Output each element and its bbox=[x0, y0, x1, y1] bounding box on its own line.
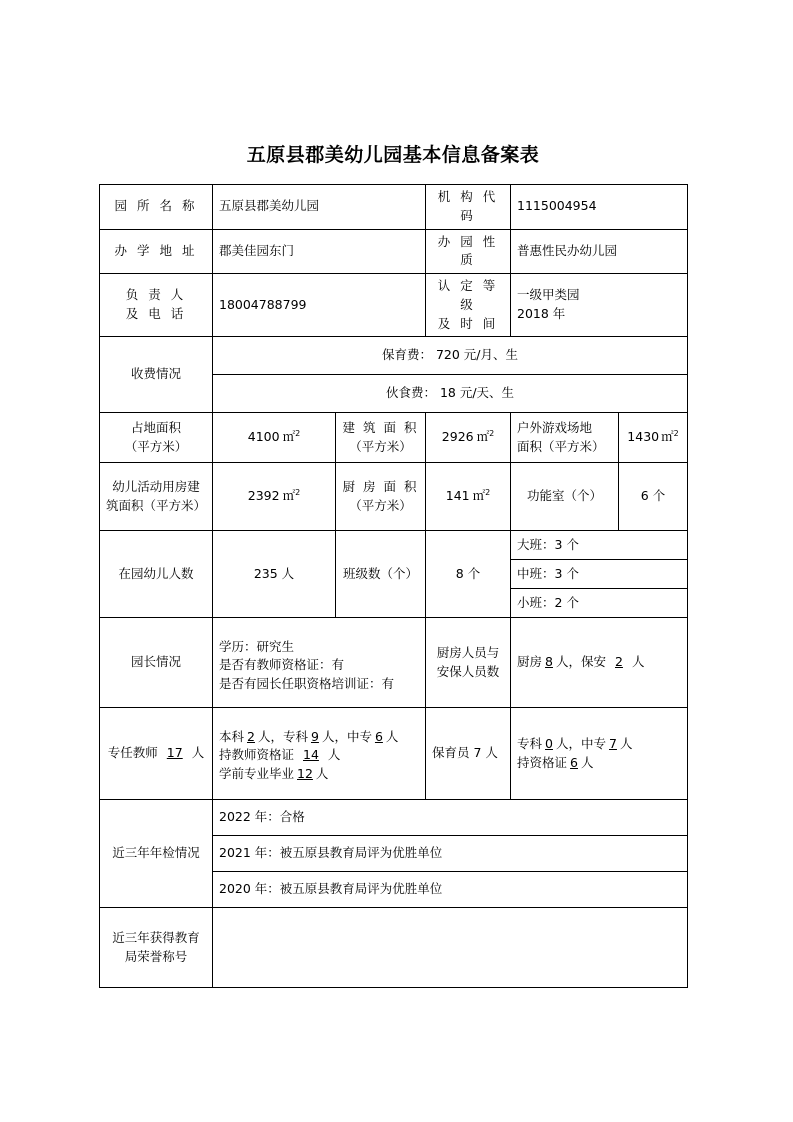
teacher-preschool-suffix: 人 bbox=[315, 766, 329, 782]
building-area-superscript: 2 bbox=[489, 429, 495, 439]
security-staff-count: 2 bbox=[615, 654, 623, 670]
label-activity-area-line2: 筑面积（平方米） bbox=[106, 497, 207, 513]
value-address: 郡美佳园东门 bbox=[213, 229, 426, 274]
label-outdoor-area bbox=[511, 413, 619, 463]
teacher-college-label: 人，专科 bbox=[257, 728, 308, 744]
nurse-secondary-count: 7 bbox=[609, 736, 617, 751]
value-inspection-2021: 2021 年：被五原县教育局评为优胜单位 bbox=[213, 836, 688, 872]
table-row-areas-2 bbox=[100, 463, 688, 531]
nurse-cert-label: 持资格证 bbox=[517, 754, 568, 770]
teacher-preschool-line bbox=[219, 765, 419, 784]
label-land-area-unit: （平方米） bbox=[124, 438, 188, 454]
table-row-children-large-class bbox=[100, 531, 688, 560]
table-row-school-name bbox=[100, 185, 688, 230]
nurse-cert-suffix: 人 bbox=[580, 754, 594, 770]
kitchen-area-unit-symbol: ㎡ bbox=[472, 488, 486, 504]
label-rating-line1: 认 定 等 级 bbox=[437, 278, 499, 312]
value-fee-meal: 伙食费： 18 元/天、生 bbox=[213, 375, 688, 413]
value-kitchen-security-staff bbox=[511, 618, 688, 708]
table-row-principal-phone bbox=[100, 274, 688, 337]
label-activity-area-line1: 幼儿活动用房建 bbox=[112, 479, 200, 494]
outdoor-area-superscript: 2 bbox=[673, 429, 679, 439]
label-kitchen-area-unit: （平方米） bbox=[349, 497, 412, 513]
label-principal-phone-line1: 负 责 人 bbox=[125, 287, 187, 303]
value-class-count: 8 个 bbox=[426, 531, 511, 618]
value-small-class: 小班：2 个 bbox=[511, 589, 688, 618]
value-inspection-2020: 2020 年：被五原县教育局评为优胜单位 bbox=[213, 872, 688, 908]
value-nurse-qualifications bbox=[511, 708, 688, 800]
value-kitchen-area-number: 141 bbox=[445, 488, 470, 504]
teachers-label-prefix: 专任教师 bbox=[107, 745, 158, 761]
label-honors-line1: 近三年获得教育 bbox=[112, 930, 200, 945]
outdoor-area-unit-symbol: ㎡ bbox=[661, 429, 674, 445]
label-principal-phone bbox=[100, 274, 213, 337]
label-activity-area bbox=[100, 463, 213, 531]
kitchen-area-superscript: 2 bbox=[485, 488, 491, 498]
director-education: 学历：研究生 bbox=[219, 638, 295, 654]
teacher-secondary-count: 6 bbox=[374, 728, 383, 744]
value-land-area bbox=[213, 413, 336, 463]
label-org-code: 机 构 代 码 bbox=[426, 185, 511, 230]
value-building-area-number: 2926 bbox=[441, 429, 474, 445]
label-address: 办 学 地 址 bbox=[100, 229, 213, 274]
building-area-unit-symbol: ㎡ bbox=[476, 429, 490, 445]
value-function-rooms: 6 个 bbox=[619, 463, 688, 531]
nurse-college-count: 0 bbox=[545, 736, 553, 751]
teacher-degree-suffix: 人 bbox=[385, 728, 399, 744]
nurse-degree-suffix: 人 bbox=[619, 736, 633, 751]
value-school-name: 五原县郡美幼儿园 bbox=[213, 185, 426, 230]
value-outdoor-area-number: 1430 bbox=[627, 429, 660, 445]
teacher-preschool-label: 学前专业毕业 bbox=[219, 766, 295, 782]
teacher-bachelor-label: 本科 bbox=[219, 728, 245, 744]
teacher-cert-suffix: 人 bbox=[327, 747, 341, 763]
label-kitchen-security-staff bbox=[426, 618, 511, 708]
land-area-superscript: 2 bbox=[295, 429, 301, 439]
value-principal-phone: 18004788799 bbox=[213, 274, 426, 337]
label-kitchen-security-line2: 安保人员数 bbox=[436, 663, 500, 679]
label-enrolled-children: 在园幼儿人数 bbox=[100, 531, 213, 618]
label-building-area-main: 建 筑 面 积 bbox=[342, 420, 419, 435]
kitchen-staff-count: 8 bbox=[545, 654, 553, 670]
label-rating-date bbox=[426, 274, 511, 337]
land-area-unit-symbol: ㎡ bbox=[282, 429, 296, 445]
table-row-address bbox=[100, 229, 688, 274]
teacher-college-count: 9 bbox=[310, 728, 319, 744]
teacher-cert-count: 14 bbox=[303, 747, 319, 763]
director-teacher-cert: 是否有教师资格证：有 bbox=[219, 657, 345, 673]
nurse-cert-count: 6 bbox=[570, 754, 578, 770]
label-nurses: 保育员 7 人 bbox=[426, 708, 511, 800]
teacher-preschool-count: 12 bbox=[297, 766, 313, 782]
nurse-secondary-label: 人，中专 bbox=[555, 736, 606, 751]
label-director-info: 园长情况 bbox=[100, 618, 213, 708]
value-land-area-number: 4100 bbox=[247, 429, 280, 445]
label-building-area-unit: （平方米） bbox=[349, 438, 412, 454]
label-building-area bbox=[336, 413, 426, 463]
value-fee-care: 保育费： 720 元/月、生 bbox=[213, 337, 688, 375]
table-row-teachers bbox=[100, 708, 688, 800]
label-fulltime-teachers bbox=[100, 708, 213, 800]
teachers-count: 17 bbox=[166, 745, 183, 761]
page-title: 五原县郡美幼儿园基本信息备案表 bbox=[246, 144, 540, 166]
value-rating-level: 一级甲类园 bbox=[517, 287, 580, 303]
label-function-rooms: 功能室（个） bbox=[511, 463, 619, 531]
label-school-name: 园 所 名 称 bbox=[100, 185, 213, 230]
table-row-fee-care bbox=[100, 337, 688, 375]
label-land-area-main: 占地面积 bbox=[130, 420, 181, 435]
value-honors bbox=[213, 908, 688, 988]
label-outdoor-area-line2: 面积（平方米） bbox=[517, 438, 605, 454]
label-kitchen-security-line1: 厨房人员与 bbox=[436, 645, 500, 660]
nurse-cert-line bbox=[517, 754, 681, 773]
nurse-college-label: 专科 bbox=[517, 736, 543, 751]
value-large-class: 大班：3 个 bbox=[511, 531, 688, 560]
kitchen-staff-suffix: 人 bbox=[631, 654, 645, 670]
value-activity-area bbox=[213, 463, 336, 531]
label-honors bbox=[100, 908, 213, 988]
value-outdoor-area bbox=[619, 413, 688, 463]
value-building-area bbox=[426, 413, 511, 463]
table-row-areas-1 bbox=[100, 413, 688, 463]
school-info-form bbox=[99, 184, 688, 988]
value-director-info bbox=[213, 618, 426, 708]
teachers-label-suffix: 人 bbox=[191, 745, 205, 761]
label-fees: 收费情况 bbox=[100, 337, 213, 413]
value-rating-date bbox=[511, 274, 688, 337]
value-inspection-2022: 2022 年：合格 bbox=[213, 800, 688, 836]
label-outdoor-area-line1: 户外游戏场地 bbox=[517, 420, 593, 435]
teacher-bachelor-count: 2 bbox=[247, 728, 255, 744]
teacher-degree-line bbox=[219, 728, 419, 747]
value-rating-year: 2018 年 bbox=[517, 306, 566, 322]
label-annual-inspection: 近三年年检情况 bbox=[100, 800, 213, 908]
kitchen-staff-prefix: 厨房 bbox=[517, 654, 543, 670]
activity-area-superscript: 2 bbox=[295, 488, 301, 498]
table-row-director bbox=[100, 618, 688, 708]
value-teacher-qualifications bbox=[213, 708, 426, 800]
label-rating-line2: 及 时 间 bbox=[437, 315, 499, 331]
label-kitchen-area bbox=[336, 463, 426, 531]
value-middle-class: 中班：3 个 bbox=[511, 560, 688, 589]
value-enrolled-children: 235 人 bbox=[213, 531, 336, 618]
label-principal-phone-line2: 及 电 话 bbox=[125, 306, 187, 322]
label-school-nature: 办 园 性 质 bbox=[426, 229, 511, 274]
value-org-code: 1115004954 bbox=[511, 185, 688, 230]
value-activity-area-number: 2392 bbox=[247, 488, 280, 504]
teacher-cert-label: 持教师资格证 bbox=[219, 747, 295, 763]
nurse-degree-line bbox=[517, 735, 681, 754]
table-row-honors bbox=[100, 908, 688, 988]
kitchen-staff-mid: 人，保安 bbox=[555, 654, 606, 670]
value-kitchen-area bbox=[426, 463, 511, 531]
label-kitchen-area-main: 厨 房 面 积 bbox=[342, 479, 419, 494]
director-training-cert: 是否有园长任职资格培训证：有 bbox=[219, 676, 395, 692]
label-honors-line2: 局荣誉称号 bbox=[124, 948, 188, 964]
table-row-inspection-2022 bbox=[100, 800, 688, 836]
label-land-area bbox=[100, 413, 213, 463]
teacher-secondary-label: 人，中专 bbox=[321, 728, 372, 744]
value-school-nature: 普惠性民办幼儿园 bbox=[511, 229, 688, 274]
teacher-cert-line bbox=[219, 746, 419, 765]
label-class-count: 班级数（个） bbox=[336, 531, 426, 618]
activity-area-unit-symbol: ㎡ bbox=[282, 488, 296, 504]
